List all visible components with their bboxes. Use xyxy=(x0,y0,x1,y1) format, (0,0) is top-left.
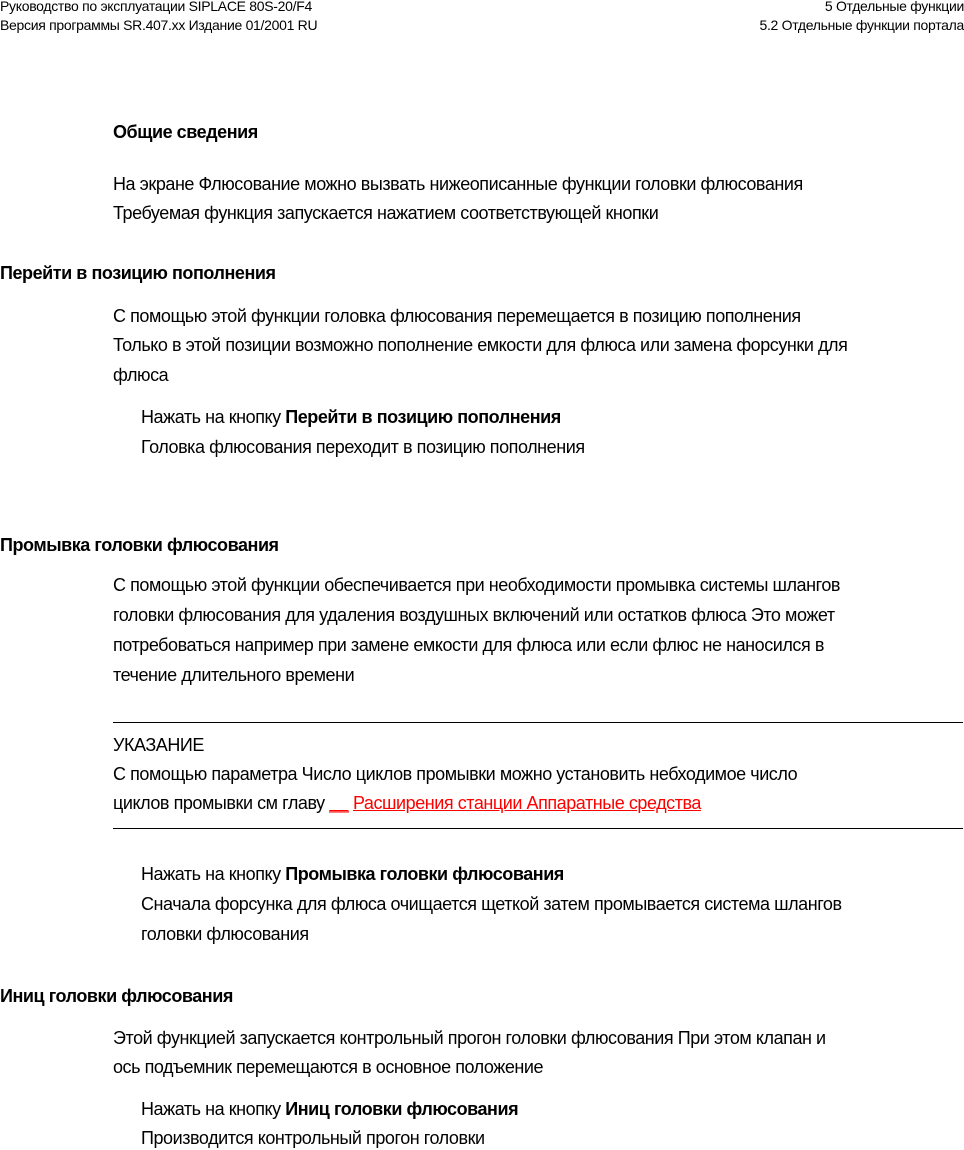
flush-result: головки флюсования xyxy=(141,924,309,944)
flush-heading: Промывка головки флюсования xyxy=(0,535,279,555)
flush-text: С помощью этой функции обеспечивается при необходимости промывка системы шлангов xyxy=(113,575,840,595)
flush-text: головки флюсования для удаления воздушных включений или остатков флюса Это может xyxy=(113,605,835,625)
init-result: Производится контрольный прогон головки xyxy=(141,1128,485,1148)
refill-text: Только в этой позиции возможно пополнение емкости для флюса или замена форсунки для xyxy=(113,335,848,355)
general-text: На экране Флюсование можно вызвать нижеописанные функции головки флюсования xyxy=(113,174,803,194)
note-text xyxy=(113,792,701,814)
header-version: Версия программы SR.407.xx Издание 01/2001 RU xyxy=(0,17,318,33)
flush-text: течение длительного времени xyxy=(113,665,355,685)
header-chapter: 5 Отдельные функции xyxy=(824,0,964,14)
button-name: Иниц головки флюсования xyxy=(285,1099,519,1119)
button-name: Перейти в позицию пополнения xyxy=(285,407,561,427)
note-label: УКАЗАНИЕ xyxy=(113,735,204,755)
chapter-link-number[interactable]: __ xyxy=(329,793,349,813)
step-prefix: Нажать на кнопку xyxy=(141,1099,286,1119)
header-section: 5.2 Отдельные функции портала xyxy=(759,17,964,33)
note-text: С помощью параметра Число циклов промывки можно установить небходимое число xyxy=(113,764,798,784)
refill-text: С помощью этой функции головка флюсования перемещается в позицию пополнения xyxy=(113,306,801,326)
flush-result: Сначала форсунка для флюса очищается щеткой затем промывается система шлангов xyxy=(141,894,842,914)
note-text-prefix: циклов промывки см главу xyxy=(113,793,330,813)
refill-heading: Перейти в позицию пополнения xyxy=(0,263,276,283)
note-top-rule xyxy=(113,722,963,723)
step-prefix: Нажать на кнопку xyxy=(141,407,286,427)
step-prefix: Нажать на кнопку xyxy=(141,864,286,884)
header-manual-title: Руководство по эксплуатации SIPLACE 80S-20/F4 xyxy=(0,0,312,14)
general-heading: Общие сведения xyxy=(113,122,258,142)
general-text: Требуемая функция запускается нажатием соответствующей кнопки xyxy=(113,203,659,223)
note-bottom-rule xyxy=(113,828,963,829)
init-step xyxy=(141,1098,518,1120)
init-text: Этой функцией запускается контрольный прогон головки флюсования При этом клапан и xyxy=(113,1028,826,1048)
chapter-link[interactable]: Расширения станции Аппаратные средства xyxy=(352,793,701,813)
init-text: ось подъемник перемещаются в основное положение xyxy=(113,1057,544,1077)
button-name: Промывка головки флюсования xyxy=(285,864,564,884)
refill-result: Головка флюсования переходит в позицию пополнения xyxy=(141,437,585,457)
refill-step xyxy=(141,406,561,428)
flush-step xyxy=(141,863,564,885)
refill-text: флюса xyxy=(113,365,169,385)
flush-text: потребоваться например при замене емкости для флюса или если флюс не наносился в xyxy=(113,635,824,655)
init-heading: Иниц головки флюсования xyxy=(0,986,233,1006)
